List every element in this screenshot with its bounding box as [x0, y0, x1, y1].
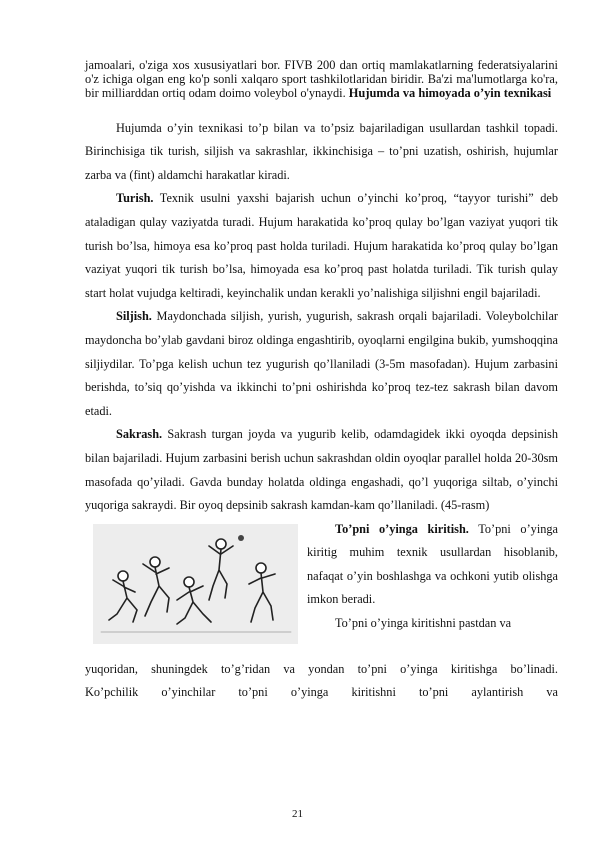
- paragraph-hujum: Hujumda o’yin texnikasi to’p bilan va to’psiz bajariladigan usullardan tashkil topadi. Birinchisiga tik turish, siljish va sakrashlar, ikkinchisiga – to’pni uzatish, oshirish, hujumlar zarba va (fint) aldamchi harakatlar kiradi.: [85, 120, 558, 182]
- paragraph-sakrash: [85, 423, 558, 517]
- serve-text-2: To’pni o’yinga kiritishni pastdan va: [335, 616, 512, 631]
- intro-paragraph: [85, 58, 558, 101]
- siljish-text: Maydonchada siljish, yurish, yugurish, sakrash orqali bajariladi. Voleybolchilar maydoncha bo’ylab gavdani biroz oldinga engashtirib, oyoqlarni engilgina bukib, yumshoqqina siljiydilar. To’pga kelish uchun tez yugurish qo’llaniladi (3-5m masofadan). Hujum zarbasini berishda, to’siq qo’yishda va ikkinchi to’pni oshirishda ko’proq tez-tez sakrash bilan davom etadi.: [85, 309, 558, 418]
- figure-row: [85, 518, 558, 658]
- sakrash-text: Sakrash turgan joyda va yugurib kelib, odamdagidek ikki oyoqda depsinish bilan bajariladi. Hujum zarbasini berish uchun sakrashdan oldin oyoqlar parallel holda 20-30sm masofada qo’yiladi. Gavda bunday holatda oldinga engashadi, qo’l yuqoriga siltab, o’yinchi yuqoriga sakraydi. Bir oyoq depsinib sakrash kamdan-kam qo’llaniladi. (45-rasm): [85, 427, 558, 513]
- jumping-players-illustration: [93, 524, 298, 644]
- section-heading: Hujumda va himoyada o’yin texnikasi: [348, 86, 552, 101]
- tail-line-2: Ko’pchilik o’yinchilar to’pni o’yinga kiritishni to’pni aylantirish va: [85, 685, 558, 700]
- intro-text: jamoalari, o'ziga xos xususiyatlari bor. FIVB 200 dan ortiq mamlakatlarning federatsiyalarini o'z ichiga olgan eng ko'p sonli xalqaro sport tashkilotlaridan biridir. Ba'zi ma'lumotlarga ko'ra, bir milliarddan ortiq odam doimo voleybol o'ynaydi.: [85, 58, 558, 101]
- players-drawing: [93, 524, 298, 644]
- page-number: 21: [292, 808, 303, 820]
- paragraph-siljish: [85, 305, 558, 423]
- serve-text: To’pni o’yinga kiritig muhim texnik usullardan hisoblanib, nafaqat o’yin boshlashga va ochkoni yutib olishga imkon beradi.: [307, 521, 558, 607]
- tail-line-1: yuqoridan, shuningdek to’g’ridan va yondan to’pni o’yinga kiritishga bo’linadi.: [85, 661, 558, 676]
- paragraph-turish: [85, 187, 558, 305]
- term-serve: To’pni o’yinga kiritish.: [335, 521, 469, 536]
- document-page: [85, 58, 558, 705]
- term-siljish: Siljish.: [116, 309, 152, 324]
- term-turish: Turish.: [116, 191, 154, 206]
- term-sakrash: Sakrash.: [116, 427, 163, 442]
- turish-text: Texnik usulni yaxshi bajarish uchun o’yinchi ko’proq, “tayyor turishi” deb ataladigan qulay vaziyatda turadi. Hujum harakatida ko’proq qulay bo’lgan vaziyat yuqori tik turish bo’lsa, himoya esa ko’proq past holda turiladi. Hujum harakatida ko’proq qulay bo’lgan vaziyat yuqori tik turish bo’lsa, himoyada esa ko’proq past holatda turiladi. Tik turish qulay start holat vujudga keltiradi, keyinchalik undan kerakli yo’nalishiga siljishni engil bajariladi.: [85, 191, 558, 300]
- side-paragraph: [307, 518, 558, 636]
